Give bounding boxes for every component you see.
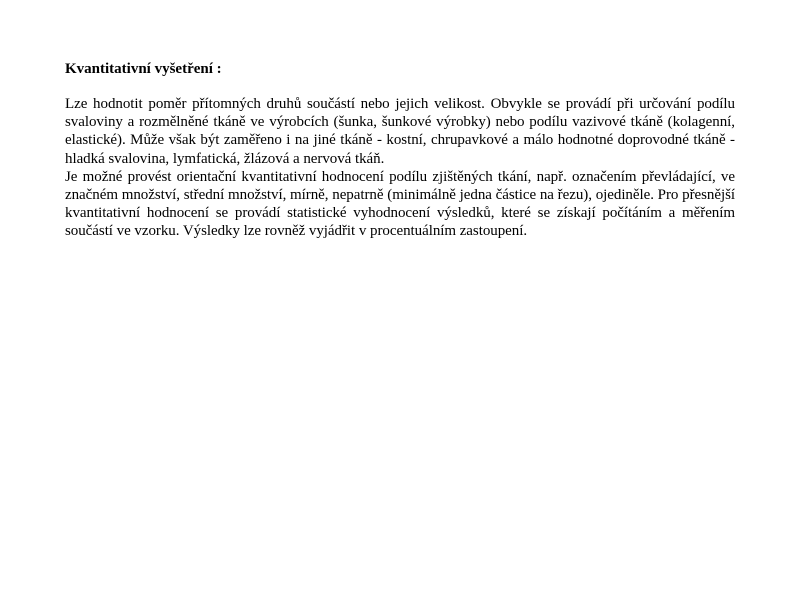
paragraph-qualitative-ratio: Lze hodnotit poměr přítomných druhů součástí nebo jejich velikost. Obvykle se provádí při určování podílu svaloviny a rozmělněné tkáně ve výrobcích (šunka, šunkové výrobky) nebo podílu vazivové tkáně (kolagenní, elastické). Může však být zaměřeno i na jiné tkáně - kostní, chrupavkové a málo hodnotné doprovodné tkáně - hladká svalovina, lymfatická, žlázová a nervová tkáň.: [65, 96, 735, 167]
document-content: [65, 60, 735, 241]
paragraph-orientation-assessment: Je možné provést orientační kvantitativní hodnocení podílu zjištěných tkání, např. označením převládající, ve značném množství, střední množství, mírně, nepatrně (minimálně jedna částice na řezu), ojediněle. Pro přesnější kvantitativní hodnocení se provádí statistické vyhodnocení výsledků, které se získají počítáním a měřením součástí ve vzorku. Výsledky lze rovněž vyjádřit v procentuálním zastoupení.: [65, 168, 735, 240]
section-heading: Kvantitativní vyšetření :: [65, 61, 222, 77]
